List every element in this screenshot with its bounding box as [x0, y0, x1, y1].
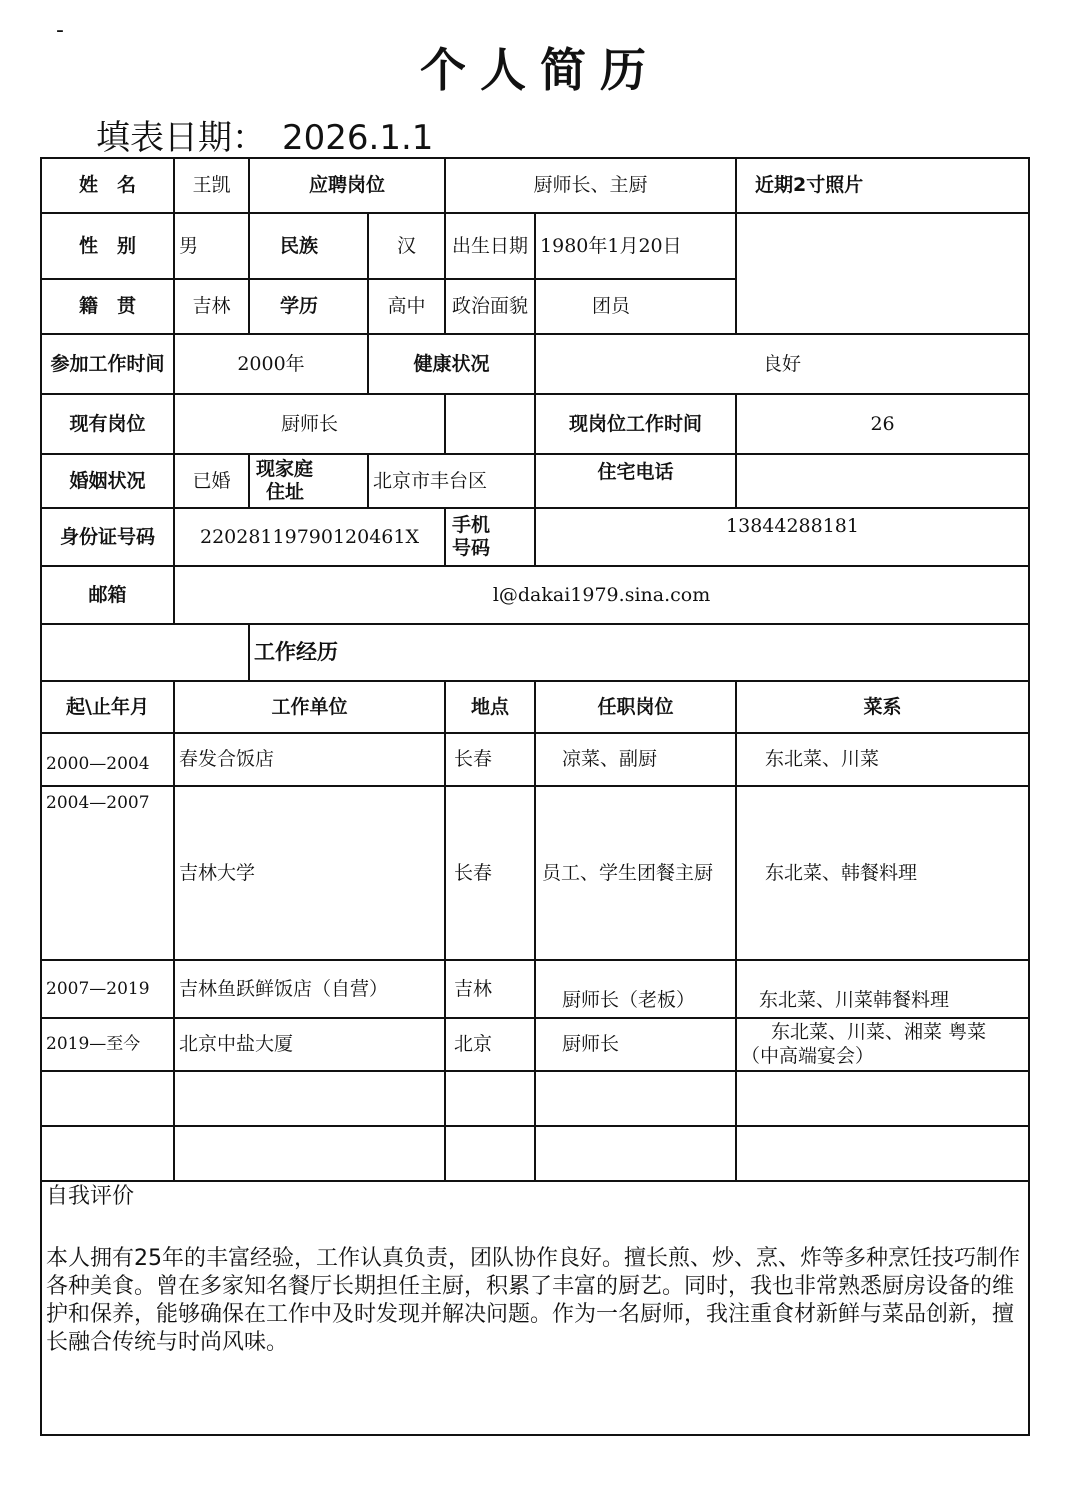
- self-eval-text: 本人拥有25年的丰富经验，工作认真负责，团队协作良好。擅长煎、炒、烹、炸等多种烹饪技巧制作各种美食。曾在多家知名餐厅长期担任主厨，积累了丰富的厨艺。同时，我也非常熟悉厨房设备的维护和保养，能够确保在工作中及时发现并解决问题。作为一名厨师，我注重食材新鲜与菜品创新，擅长融合传统与时尚风味。: [41, 1237, 1029, 1435]
- name-label: 姓 名: [41, 158, 174, 213]
- work-employer: 春发合饭店: [174, 733, 445, 786]
- self-eval-label: 自我评价: [41, 1181, 1029, 1237]
- work-role: 凉菜、副厨: [535, 733, 736, 786]
- work-cuisine: 东北菜、韩餐料理: [736, 786, 1029, 960]
- work-section-blank: [41, 624, 249, 681]
- current-post-value: 厨师长: [174, 394, 445, 454]
- row-current-post: [41, 394, 1029, 454]
- empty-cell: [736, 1126, 1029, 1181]
- row-marital: [41, 454, 1029, 508]
- work-location: 吉林: [445, 960, 535, 1018]
- work-row: [41, 786, 1029, 960]
- birth-value: 1980年1月20日: [535, 213, 736, 279]
- row-email: [41, 566, 1029, 624]
- political-value: 团员: [535, 279, 736, 334]
- empty-cell: [41, 1071, 174, 1126]
- empty-cell: [445, 394, 535, 454]
- address-label-line-1: 现家庭: [256, 458, 314, 481]
- mobile-label: [445, 508, 535, 566]
- work-cuisine-line-2: （中高端宴会）: [741, 1044, 875, 1067]
- home-phone-value: [736, 454, 1029, 508]
- self-eval-body-row: [41, 1237, 1029, 1435]
- name-value: 王凯: [174, 158, 249, 213]
- work-cuisine: 东北菜、川菜韩餐料理: [736, 960, 1029, 1018]
- address-label-line-2: 住址: [266, 481, 305, 503]
- empty-cell: [445, 1126, 535, 1181]
- work-role: 员工、学生团餐主厨: [535, 786, 736, 960]
- gender-label: 性 别: [41, 213, 174, 279]
- work-start-label: 参加工作时间: [41, 334, 174, 394]
- marital-label: 婚姻状况: [41, 454, 174, 508]
- education-value: 高中: [368, 279, 445, 334]
- home-phone-label: 住宅电话: [535, 454, 736, 508]
- fill-date-value: 2026.1.1: [282, 118, 434, 158]
- mobile-label-line-2: 号码: [452, 537, 491, 559]
- photo-area: [736, 213, 1029, 334]
- header-period: 起\止年月: [41, 681, 174, 733]
- row-id: [41, 508, 1029, 566]
- work-row: [41, 960, 1029, 1018]
- work-cuisine-line-1: 东北菜、川菜、湘菜 粤菜: [771, 1020, 987, 1043]
- empty-cell: [535, 1126, 736, 1181]
- address-label: [249, 454, 368, 508]
- current-post-label: 现有岗位: [41, 394, 174, 454]
- work-start-value: 2000年: [174, 334, 368, 394]
- address-value: 北京市丰台区: [368, 454, 535, 508]
- email-label: 邮箱: [41, 566, 174, 624]
- header-cuisine: 菜系: [736, 681, 1029, 733]
- health-value: 良好: [535, 334, 1029, 394]
- position-label: 应聘岗位: [249, 158, 445, 213]
- empty-cell: [535, 1071, 736, 1126]
- page-title: 个人简历: [420, 43, 660, 97]
- health-label: 健康状况: [368, 334, 535, 394]
- work-location: 北京: [445, 1018, 535, 1071]
- marital-value: 已婚: [174, 454, 249, 508]
- work-role: 厨师长（老板）: [535, 960, 736, 1018]
- work-row-empty: [41, 1126, 1029, 1181]
- work-cuisine: [736, 1018, 1029, 1071]
- work-row: [41, 1018, 1029, 1071]
- header-location: 地点: [445, 681, 535, 733]
- row-work-section: [41, 624, 1029, 681]
- header-employer: 工作单位: [174, 681, 445, 733]
- work-location: 长春: [445, 733, 535, 786]
- work-section-label: 工作经历: [249, 624, 1029, 681]
- id-label: 身份证号码: [41, 508, 174, 566]
- mobile-label-line-1: 手机: [452, 514, 491, 537]
- header-role: 任职岗位: [535, 681, 736, 733]
- fill-date: [96, 110, 433, 159]
- id-value: 22028119790120461X: [174, 508, 445, 566]
- current-post-time-label: 现岗位工作时间: [535, 394, 736, 454]
- empty-cell: [41, 1126, 174, 1181]
- work-employer: 吉林鱼跃鲜饭店（自营）: [174, 960, 445, 1018]
- empty-cell: [445, 1071, 535, 1126]
- work-period: 2019—至今: [41, 1018, 174, 1071]
- work-employer: 北京中盐大厦: [174, 1018, 445, 1071]
- photo-label: 近期2寸照片: [736, 158, 1029, 213]
- ethnicity-label: 民族: [249, 213, 368, 279]
- birth-label: 出生日期: [445, 213, 535, 279]
- row-name: [41, 158, 1029, 213]
- fill-date-label: 填表日期：: [96, 118, 266, 158]
- self-eval-header-row: [41, 1181, 1029, 1237]
- position-value: 厨师长、主厨: [445, 158, 736, 213]
- work-role: 厨师长: [535, 1018, 736, 1071]
- current-post-time-value: 26: [736, 394, 1029, 454]
- origin-value: 吉林: [174, 279, 249, 334]
- row-work-start: [41, 334, 1029, 394]
- row-gender: [41, 213, 1029, 279]
- resume-table: [40, 157, 1030, 1436]
- empty-cell: [174, 1126, 445, 1181]
- work-period: 2007—2019: [41, 960, 174, 1018]
- work-header-row: [41, 681, 1029, 733]
- mobile-value: 13844288181: [535, 508, 1029, 566]
- work-period: 2000—2004: [41, 733, 174, 786]
- education-label: 学历: [249, 279, 368, 334]
- political-label: 政治面貌: [445, 279, 535, 334]
- empty-cell: [174, 1071, 445, 1126]
- work-row-empty: [41, 1071, 1029, 1126]
- gender-value: 男: [174, 213, 249, 279]
- ethnicity-value: 汉: [368, 213, 445, 279]
- work-location: 长春: [445, 786, 535, 960]
- stray-dash-mark: -: [56, 18, 64, 43]
- work-row: [41, 733, 1029, 786]
- email-value: l@dakai1979.sina.com: [174, 566, 1029, 624]
- empty-cell: [736, 1071, 1029, 1126]
- work-cuisine: 东北菜、川菜: [736, 733, 1029, 786]
- work-period: 2004—2007: [41, 786, 174, 960]
- origin-label: 籍 贯: [41, 279, 174, 334]
- work-employer: 吉林大学: [174, 786, 445, 960]
